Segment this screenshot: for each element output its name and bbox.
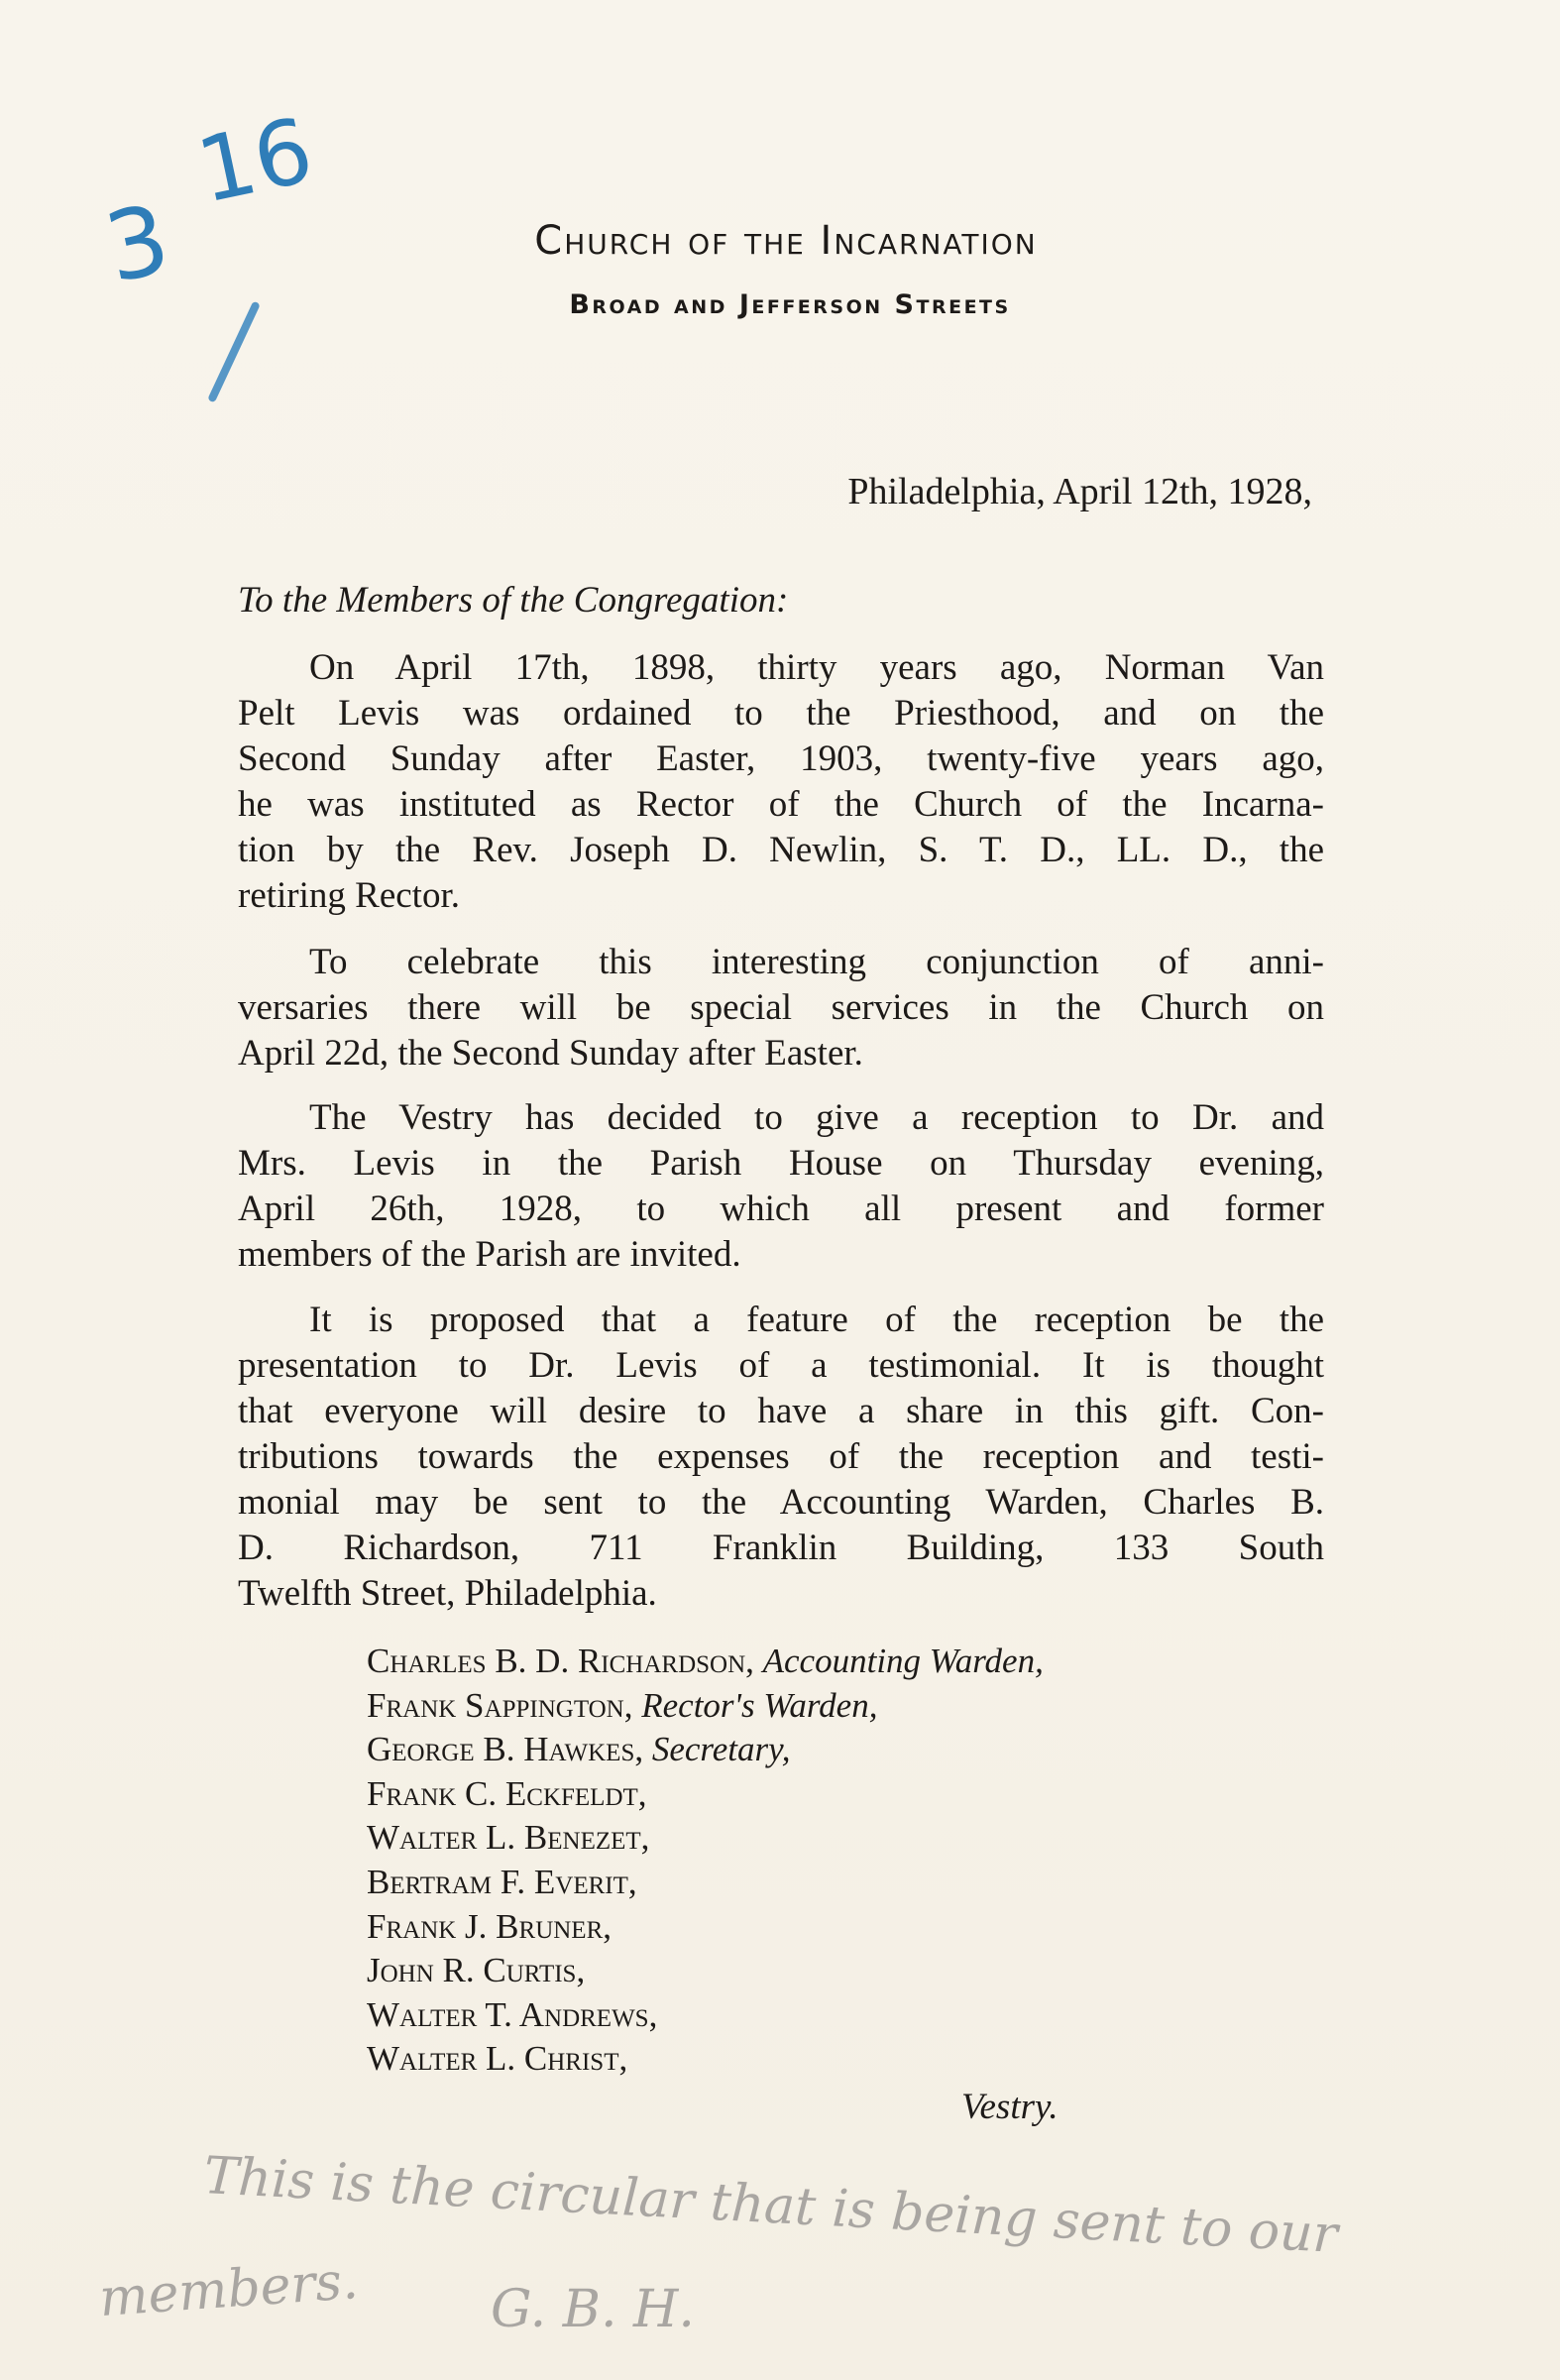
- paragraph-line: Pelt Levis was ordained to the Priesthood, and on the: [238, 693, 1324, 734]
- paragraph-line: monial may be sent to the Accounting Warden, Charles B.: [238, 1482, 1324, 1523]
- body-paragraph: [238, 1095, 1324, 1278]
- handwritten-note: This is the circular that is being sent to our: [202, 2146, 1340, 2265]
- signatory: [367, 1861, 1044, 1905]
- paragraph-line: Mrs. Levis in the Parish House on Thursday evening,: [238, 1143, 1324, 1184]
- letterhead-title: Church of the Incarnation: [534, 218, 1038, 264]
- paragraph-line: he was instituted as Rector of the Church of the Incarna-: [238, 784, 1324, 825]
- signatory-role: Secretary,: [651, 1730, 791, 1769]
- signatory: [367, 1905, 1044, 1950]
- signatory-list: [367, 1640, 1044, 2082]
- signatory-name: Walter L. Christ,: [367, 2039, 628, 2079]
- signatory-name: Frank Sappington,: [367, 1685, 633, 1725]
- signatory-name: Walter L. Benezet,: [367, 1818, 650, 1858]
- paragraph-line: presentation to Dr. Levis of a testimonial. It is thought: [238, 1345, 1324, 1386]
- pencil-annotation-number: 3: [96, 182, 179, 305]
- signatory: [367, 2037, 1044, 2082]
- paragraph-line: retiring Rector.: [238, 875, 460, 916]
- body-paragraph: [238, 1298, 1324, 1617]
- paragraph-line: April 22d, the Second Sunday after Easter.: [238, 1033, 863, 1074]
- paragraph-line: The Vestry has decided to give a reception to Dr. and: [309, 1097, 1324, 1138]
- paragraph-line: Twelfth Street, Philadelphia.: [238, 1573, 657, 1614]
- paragraph-line: members of the Parish are invited.: [238, 1234, 741, 1275]
- signatory: [367, 1772, 1044, 1817]
- body-paragraph: [238, 645, 1324, 919]
- signatory-name: Charles B. D. Richardson,: [367, 1642, 754, 1680]
- paragraph-line: tion by the Rev. Joseph D. Newlin, S. T. D., LL. D., the: [238, 830, 1324, 870]
- paragraph-line: To celebrate this interesting conjunction of anni-: [309, 942, 1324, 982]
- pencil-annotation-number: 16: [188, 98, 322, 224]
- signatory-name: Frank C. Eckfeldt,: [367, 1773, 647, 1813]
- salutation: To the Members of the Congregation:: [238, 580, 789, 621]
- paragraph-line: versaries there will be special services in the Church on: [238, 987, 1324, 1028]
- paragraph-line: D. Richardson, 711 Franklin Building, 133 South: [238, 1528, 1324, 1568]
- handwritten-note: members.: [97, 2250, 361, 2329]
- signatory: [367, 1684, 1044, 1729]
- signatory-name: Bertram F. Everit,: [367, 1862, 637, 1901]
- signatory-name: Walter T. Andrews,: [367, 1994, 658, 2034]
- paragraph-line: tributions towards the expenses of the reception and testi-: [238, 1436, 1324, 1477]
- paragraph-line: that everyone will desire to have a share in this gift. Con-: [238, 1391, 1324, 1431]
- paragraph-line: It is proposed that a feature of the reception be the: [309, 1300, 1324, 1340]
- closing: Vestry.: [961, 2087, 1059, 2127]
- signatory: [367, 1949, 1044, 1993]
- signatory: [367, 1816, 1044, 1861]
- signatory-role: Accounting Warden,: [762, 1642, 1044, 1680]
- paragraph-line: On April 17th, 1898, thirty years ago, Norman Van: [309, 647, 1324, 688]
- paragraph-line: Second Sunday after Easter, 1903, twenty-five years ago,: [238, 738, 1324, 779]
- signatory-name: George B. Hawkes,: [367, 1730, 644, 1769]
- handwritten-initials: G. B. H.: [491, 2280, 695, 2339]
- signatory-name: Frank J. Bruner,: [367, 1906, 612, 1946]
- signatory: [367, 1640, 1044, 1684]
- date-line: Philadelphia, April 12th, 1928,: [847, 471, 1312, 512]
- signatory: [367, 1728, 1044, 1772]
- paragraph-line: April 26th, 1928, to which all present and former: [238, 1189, 1324, 1229]
- signatory-role: Rector's Warden,: [641, 1685, 878, 1725]
- signatory-name: John R. Curtis,: [367, 1951, 586, 1990]
- letterhead-address: Broad and Jefferson Streets: [569, 289, 1011, 320]
- signatory: [367, 1993, 1044, 2038]
- body-paragraph: [238, 940, 1324, 1077]
